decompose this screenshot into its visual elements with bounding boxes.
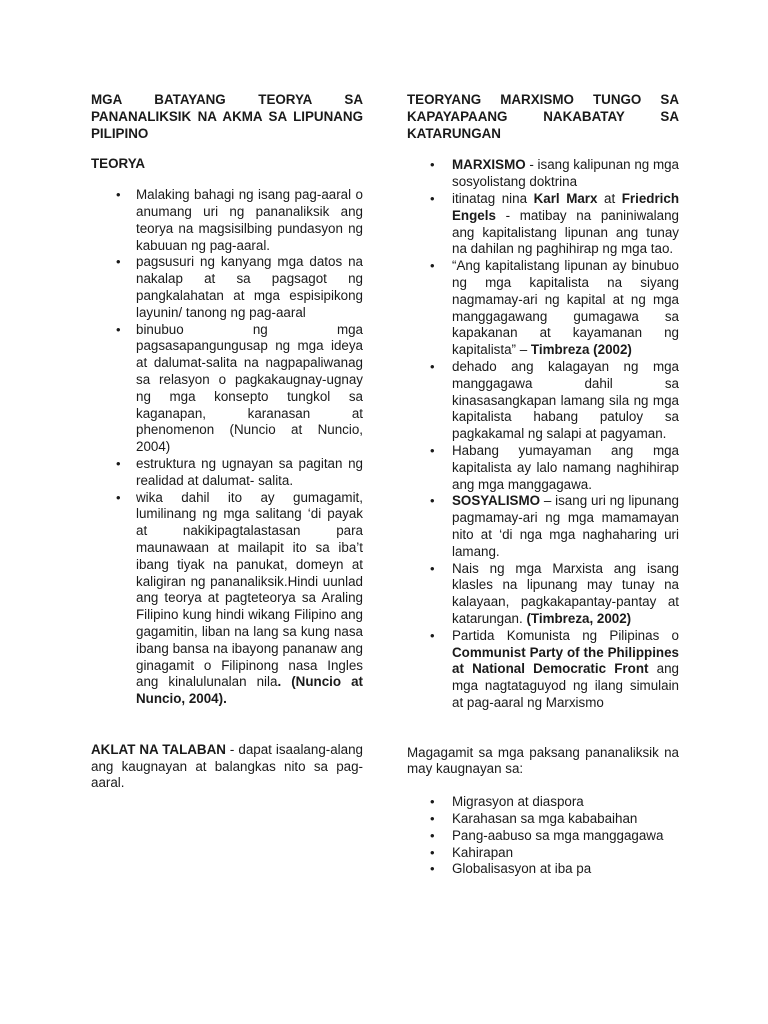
topics-list: [407, 794, 679, 878]
teorya-bullet-list: [91, 187, 363, 708]
bullet-icon: •: [116, 187, 121, 203]
bullet-icon: •: [430, 861, 435, 877]
list-item: • “Ang kapitalistang lipunan ay binubuo ng mga kapitalista na siyang nagmamay-ari ng kapital at ng mga manggagawang gumagawa sa kapakanan at kayamanan ng kapitalista” – Timbreza (2002): [430, 258, 679, 358]
list-item: • Malaking bahagi ng isang pag-aaral o anumang uri ng pananaliksik ang teorya na magsisilbing pundasyon ng kabuuan ng pag-aaral.: [116, 187, 363, 253]
list-item: • SOSYALISMO – isang uri ng lipunang pagmamay-ari ng mga mamamayan nito at ‘di nga mga naghaharing uri lamang.: [430, 493, 679, 559]
bullet-icon: •: [116, 254, 121, 270]
bullet-icon: •: [430, 190, 435, 206]
aklat-na-talaban-paragraph: AKLAT NA TALABAN - dapat isaalang-alang ang kaugnayan at balangkas nito sa pag-aaral.: [91, 741, 363, 791]
left-column: [91, 92, 363, 792]
list-item: • dehado ang kalagayan ng mga manggagawa dahil sa kinasasangkapan lamang sila ng mga kapitalista habang patuloy sa pagkakamal ng salapi at pagyaman.: [430, 358, 679, 442]
marxismo-bullet-list: [407, 157, 679, 711]
list-item: • Partida Komunista ng Pilipinas o Communist Party of the Philippines at National Democratic Front ang mga nagtataguyod ng ilang simulain at pag-aaral ng Marxismo: [430, 627, 680, 710]
list-item: • Globalisasyon at iba pa: [430, 861, 592, 877]
bullet-icon: •: [430, 627, 435, 643]
magagamit-paragraph: Magagamit sa mga paksang pananaliksik na may kaugnayan sa:: [407, 744, 679, 777]
list-item: • binubuo ng mga pagsasapangungusap ng mga ideya at dalumat-salita na nagpapaliwanag sa relasyon o pagkakaugnay-ugnay ng mga konsepto tungkol sa kaganapan, karanasan at phenomenon (Nuncio at Nuncio, 2004): [116, 321, 363, 455]
bullet-icon: •: [430, 358, 435, 374]
list-item: • Karahasan sa mga kababaihan: [430, 811, 638, 827]
bullet-icon: •: [116, 455, 121, 471]
bullet-icon: •: [430, 493, 435, 509]
list-item: • Pang-aabuso sa mga manggagawa: [430, 827, 664, 843]
teorya-heading: TEORYA: [91, 156, 146, 172]
list-item: • Nais ng mga Marxista ang isang klasles na lipunang may tunay na kalayaan, pagkakapantay-pantay at katarungan. (Timbreza, 2002): [430, 560, 679, 626]
list-item: • itinatag nina Karl Marx at Friedrich Engels - matibay na paniniwalang ang kapitalistang lipunan ang tunay na dahilan ng paghihirap ng mga tao.: [430, 190, 680, 257]
list-item: • MARXISMO - isang kalipunan ng mga sosyolistang doktrina: [430, 157, 680, 190]
list-item: • estruktura ng ugnayan sa pagitan ng realidad at dalumat- salita.: [116, 455, 363, 488]
list-item: • pagsusuri ng kanyang mga datos na nakalap at sa pagsagot ng pangkalahatan at mga espisipikong layunin/ tanong ng pag-aaral: [116, 254, 363, 320]
bullet-icon: •: [430, 258, 435, 274]
bullet-icon: •: [430, 560, 435, 576]
bullet-icon: •: [430, 811, 435, 827]
bullet-icon: •: [430, 157, 435, 173]
bullet-icon: •: [430, 827, 435, 843]
right-column: [407, 92, 679, 878]
list-item: • Migrasyon at diaspora: [430, 794, 584, 810]
right-title: TEORYANG MARXISMO TUNGO SA KAPAYAPAANG NAKABATAY SA KATARUNGAN: [407, 92, 679, 141]
bullet-icon: •: [430, 442, 435, 458]
bullet-icon: •: [116, 489, 121, 505]
list-item: • Kahirapan: [430, 844, 514, 860]
list-item: • Habang yumayaman ang mga kapitalista ay lalo namang naghihirap ang mga manggagawa.: [430, 442, 679, 492]
bullet-icon: •: [116, 321, 121, 337]
left-title: MGA BATAYANG TEORYA SA PANANALIKSIK NA AKMA SA LIPUNANG PILIPINO: [91, 92, 363, 141]
list-item: • wika dahil ito ay gumagamit, lumilinang ng mga salitang ‘di payak at nakikipagtalastasan para maunawaan at mailapit ito sa iba’t ibang tiyak na panukat, domeyn at kaligiran ng pananaliksik.Hindi uunlad ang teorya at pagteteorya sa Araling Filipino kung hindi wikang Filipino ang gagamitin, liban na lang sa kung nasa ibang bansa na ibayong pananaw ang ginagamit o Filipinong nasa Ingles ang kinalulunalan nila. (Nuncio at Nuncio, 2004).: [116, 489, 363, 707]
bullet-icon: •: [430, 794, 435, 810]
bullet-icon: •: [430, 844, 435, 860]
